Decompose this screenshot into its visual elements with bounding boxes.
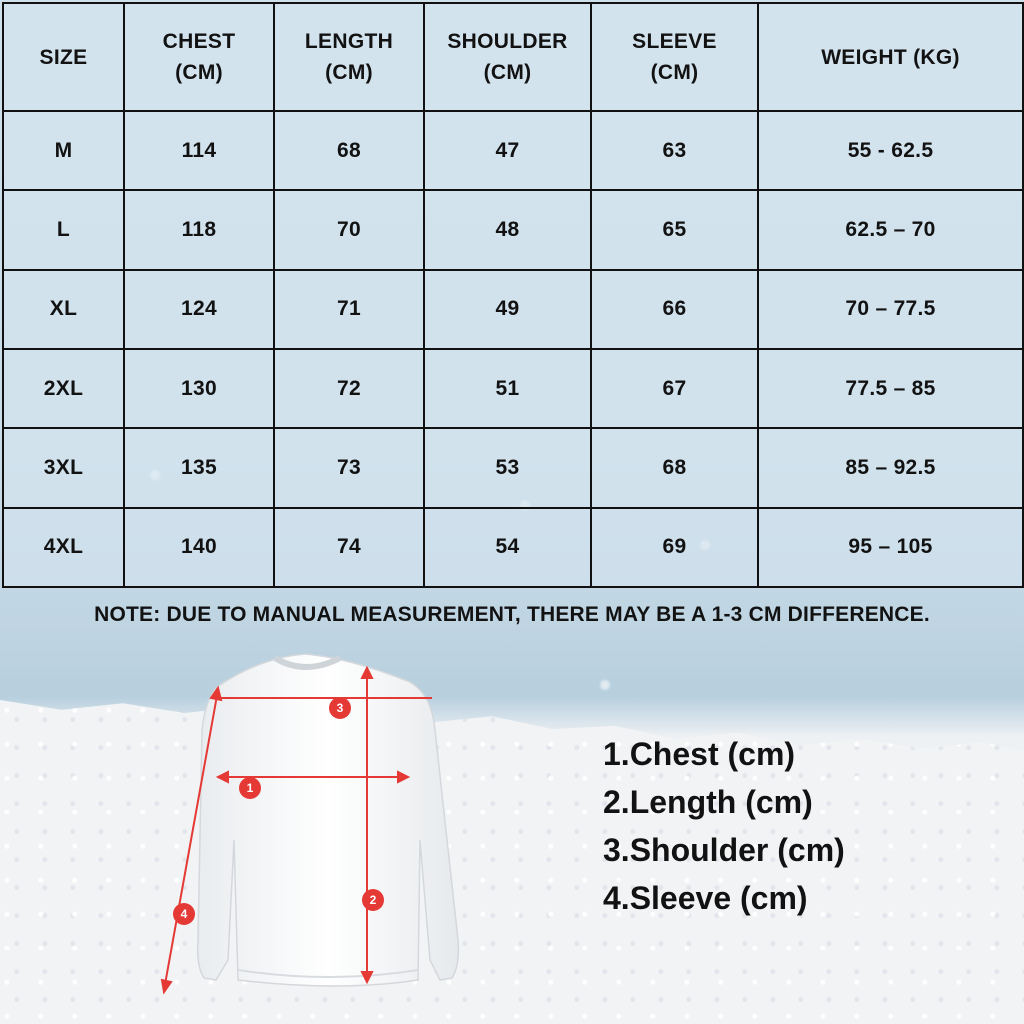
header-length: LENGTH (CM) [274, 3, 424, 111]
cell-chest: 135 [124, 428, 274, 507]
cell-length: 72 [274, 349, 424, 428]
table-row [3, 270, 1023, 349]
cell-length: 74 [274, 508, 424, 587]
cell-sleeve: 69 [591, 508, 758, 587]
table-row [3, 349, 1023, 428]
cell-sleeve: 67 [591, 349, 758, 428]
table-row [3, 428, 1023, 507]
cell-shoulder: 47 [424, 111, 591, 190]
table-row [3, 190, 1023, 269]
cell-shoulder: 49 [424, 270, 591, 349]
cell-length: 68 [274, 111, 424, 190]
cell-chest: 140 [124, 508, 274, 587]
cell-length: 71 [274, 270, 424, 349]
size-chart-table [2, 2, 1024, 588]
cell-size: M [3, 111, 124, 190]
table-header-row [3, 3, 1023, 111]
cell-weight: 55 - 62.5 [758, 111, 1023, 190]
cell-sleeve: 66 [591, 270, 758, 349]
measurement-legend [603, 730, 845, 922]
cell-chest: 130 [124, 349, 274, 428]
cell-weight: 62.5 – 70 [758, 190, 1023, 269]
cell-size: 4XL [3, 508, 124, 587]
cell-shoulder: 51 [424, 349, 591, 428]
header-sleeve: SLEEVE (CM) [591, 3, 758, 111]
cell-shoulder: 54 [424, 508, 591, 587]
cell-shoulder: 53 [424, 428, 591, 507]
table-row [3, 111, 1023, 190]
cell-size: 3XL [3, 428, 124, 507]
cell-weight: 70 – 77.5 [758, 270, 1023, 349]
cell-weight: 77.5 – 85 [758, 349, 1023, 428]
header-size: SIZE [3, 3, 124, 111]
sweatshirt-diagram [140, 640, 480, 1010]
sweatshirt-icon [198, 654, 459, 986]
header-shoulder: SHOULDER (CM) [424, 3, 591, 111]
legend-item-chest: 1.Chest (cm) [603, 736, 796, 772]
cell-chest: 124 [124, 270, 274, 349]
arrow-down-icon [162, 980, 171, 992]
cell-chest: 114 [124, 111, 274, 190]
cell-weight: 95 – 105 [758, 508, 1023, 587]
legend-item-length: 2.Length (cm) [603, 784, 813, 820]
measurement-note: NOTE: DUE TO MANUAL MEASUREMENT, THERE MAY BE A 1-3 CM DIFFERENCE. [94, 603, 930, 626]
cell-size: XL [3, 270, 124, 349]
cell-length: 70 [274, 190, 424, 269]
cell-sleeve: 68 [591, 428, 758, 507]
marker-chest-label: 1 [246, 781, 254, 795]
cell-weight: 85 – 92.5 [758, 428, 1023, 507]
cell-sleeve: 65 [591, 190, 758, 269]
legend-item-shoulder: 3.Shoulder (cm) [603, 832, 845, 868]
marker-shoulder-label: 3 [336, 701, 344, 715]
header-weight: WEIGHT (KG) [758, 3, 1023, 111]
table-row [3, 508, 1023, 587]
cell-sleeve: 63 [591, 111, 758, 190]
header-chest: CHEST (CM) [124, 3, 274, 111]
marker-length-label: 2 [369, 893, 377, 907]
snowflake-decoration [600, 680, 610, 690]
cell-chest: 118 [124, 190, 274, 269]
cell-length: 73 [274, 428, 424, 507]
cell-size: L [3, 190, 124, 269]
cell-shoulder: 48 [424, 190, 591, 269]
cell-size: 2XL [3, 349, 124, 428]
legend-item-sleeve: 4.Sleeve (cm) [603, 880, 808, 916]
marker-sleeve-label: 4 [180, 907, 188, 921]
